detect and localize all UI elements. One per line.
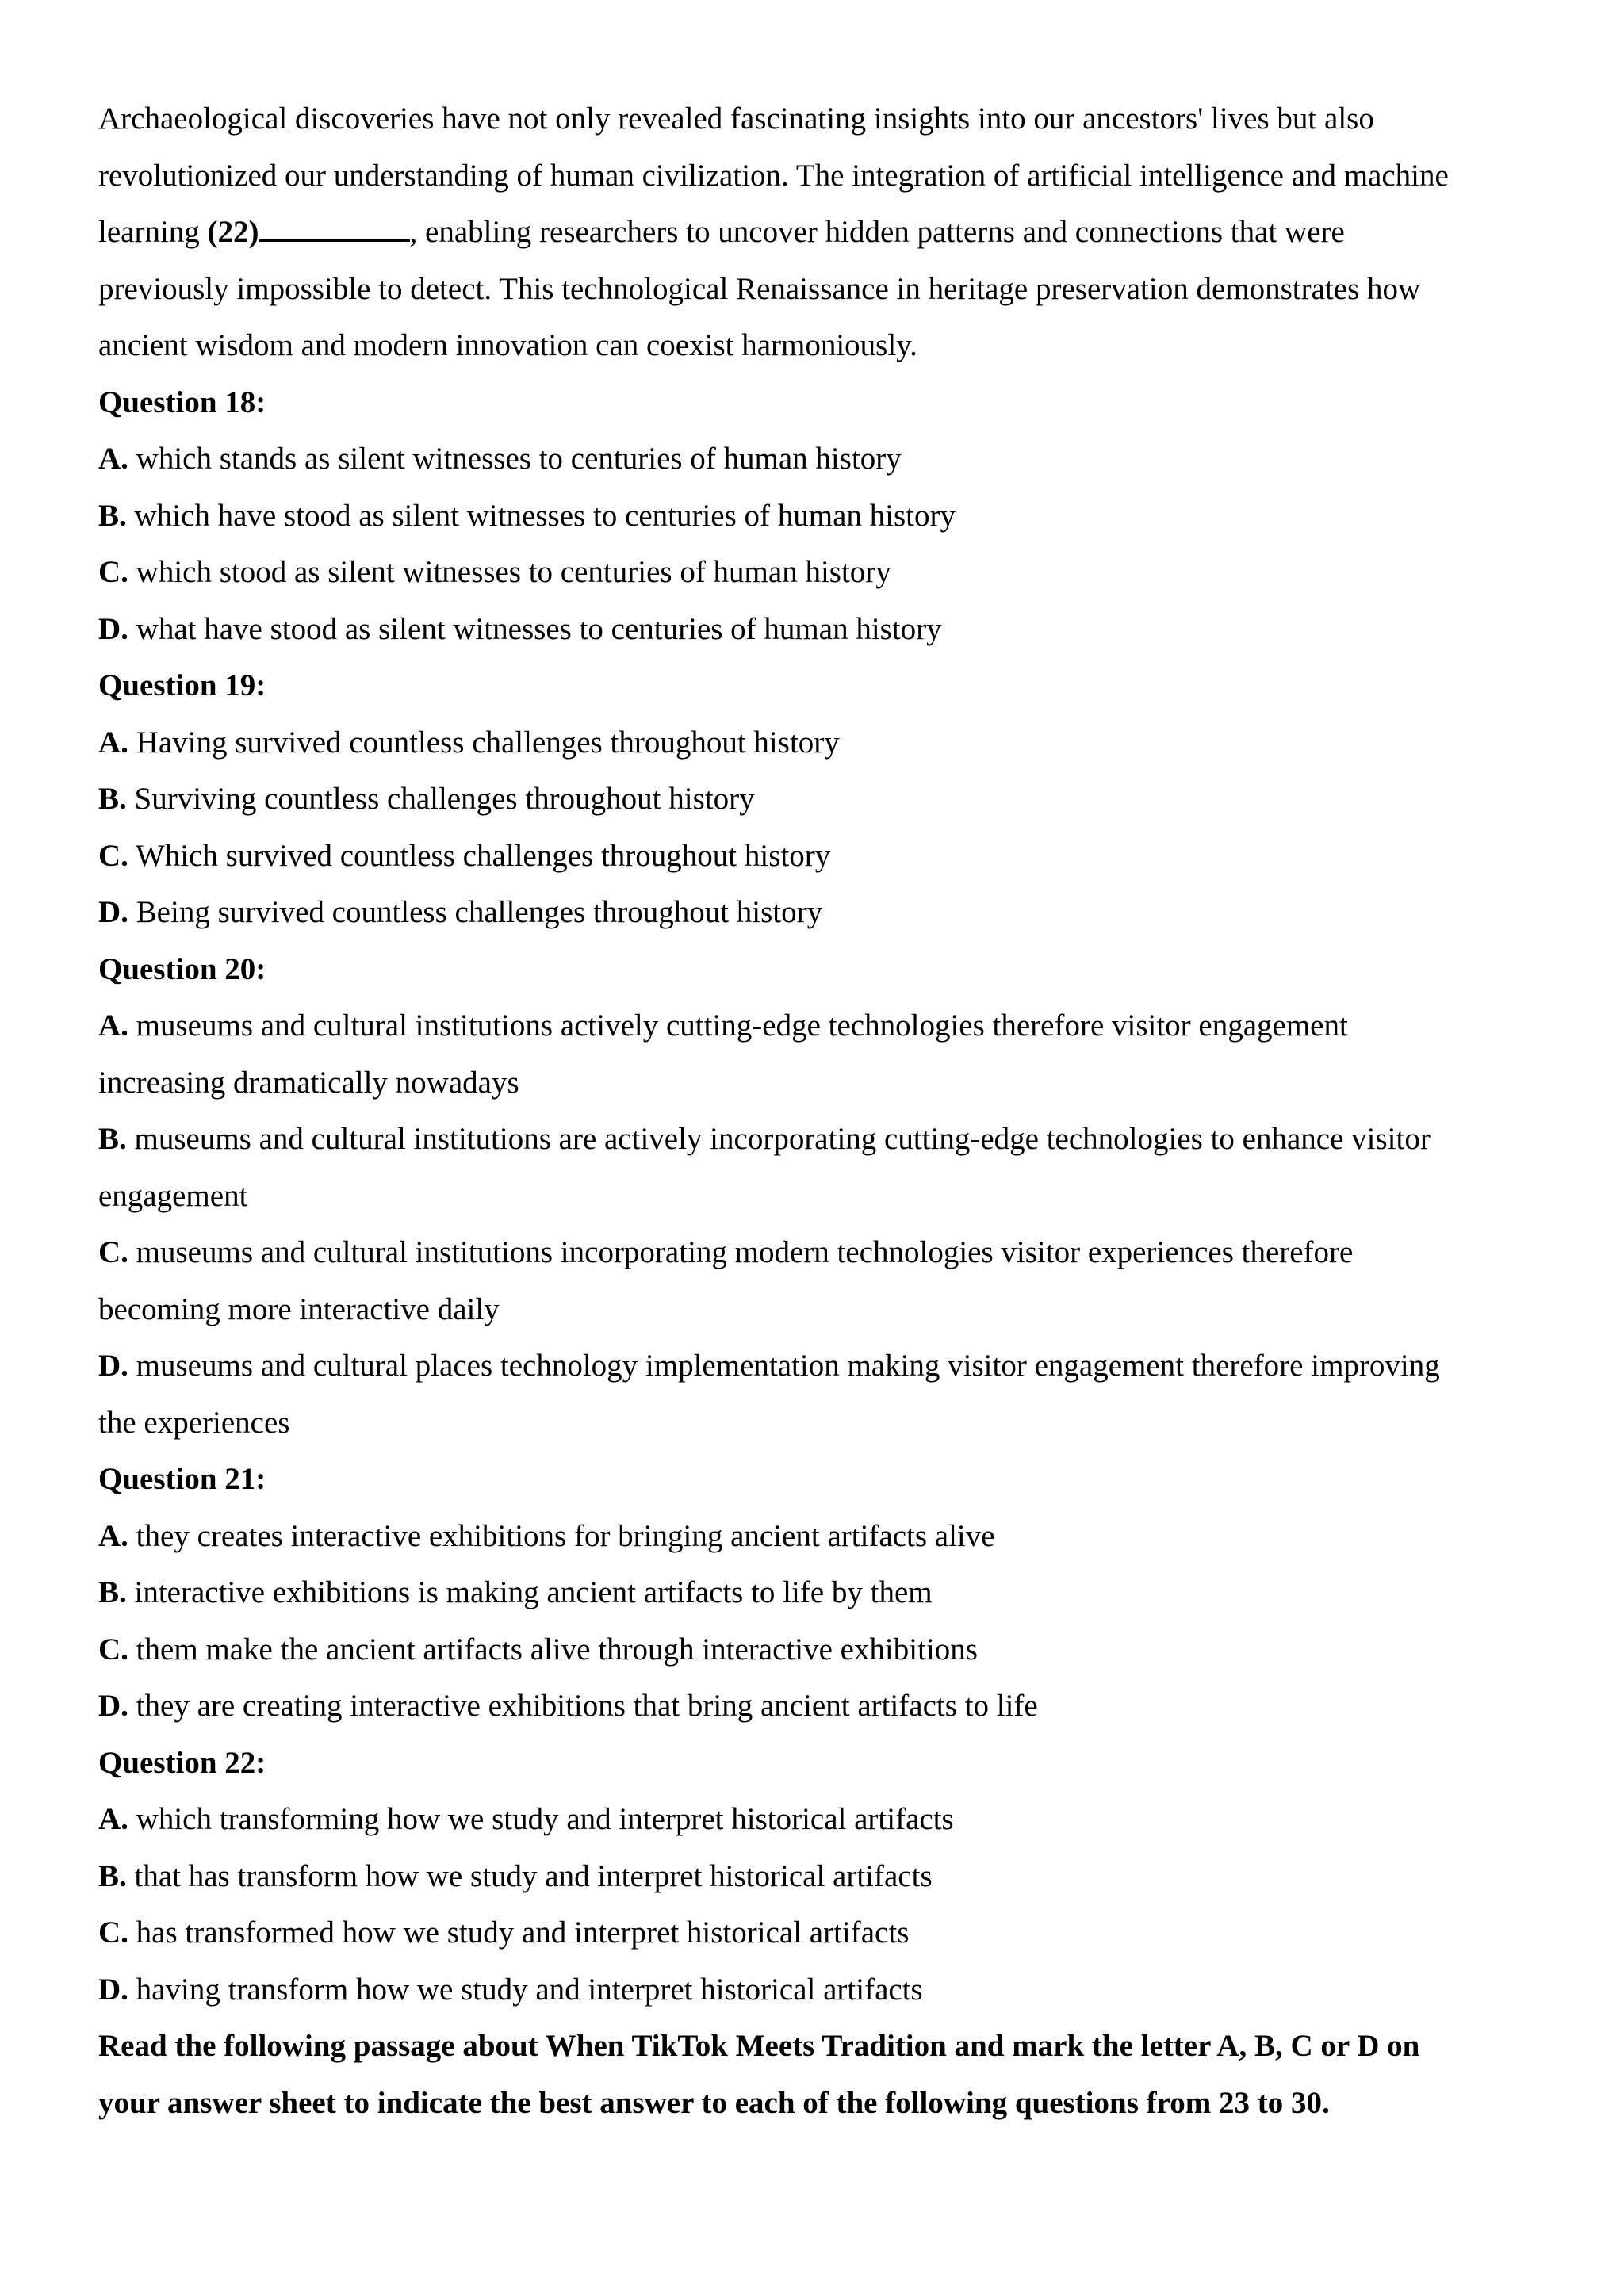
option-text: Surviving countless challenges throughout history [126,782,755,816]
option-letter: D. [98,1349,128,1383]
question-19 [98,657,1542,941]
option-continuation: increasing dramatically nowadays [98,1065,519,1100]
answer-blank [259,214,410,242]
instruction-line: Read the following passage about When TikTok Meets Tradition and mark the letter A, B, C or D on [98,2029,1420,2063]
option-text: interactive exhibitions is making ancient artifacts to life by them [126,1575,933,1609]
option-a[interactable] [98,430,1542,488]
option-letter: D. [98,611,128,646]
option-d[interactable] [98,1678,1542,1735]
option-letter: D. [98,1689,128,1723]
option-text: Being survived countless challenges throughout history [128,895,823,929]
option-letter: D. [98,895,128,929]
option-text: they are creating interactive exhibitions that bring ancient artifacts to life [128,1689,1038,1723]
option-text: museums and cultural institutions actively cutting-edge technologies therefore visitor engagement [128,1008,1348,1043]
option-letter: B. [98,1122,127,1156]
option-text: which stood as silent witnesses to centuries of human history [128,555,891,589]
option-b[interactable] [98,771,1542,828]
gap-number: (22) [207,215,259,249]
question-heading: Question 19: [98,668,266,702]
option-d[interactable] [98,1961,1542,2019]
option-line [98,1111,1542,1168]
option-text: they creates interactive exhibitions for bringing ancient artifacts alive [128,1518,995,1553]
option-d[interactable] [98,884,1542,941]
option-text: which have stood as silent witnesses to centuries of human history [126,498,956,533]
option-letter: A. [98,725,128,760]
option-c[interactable] [98,1904,1542,1961]
option-line [98,1337,1542,1395]
option-continuation: engagement [98,1178,248,1213]
passage-line: previously impossible to detect. This technological Renaissance in heritage preservation demonstrates how [98,271,1421,306]
option-letter: A. [98,1008,128,1043]
option-text: having transform how we study and interpret historical artifacts [128,1972,923,2007]
option-text: Having survived countless challenges throughout history [128,725,840,760]
option-line [98,997,1542,1054]
option-text: them make the ancient artifacts alive through interactive exhibitions [128,1632,978,1667]
passage-line: ancient wisdom and modern innovation can coexist harmoniously. [98,328,917,362]
question-heading: Question 21: [98,1462,266,1496]
instruction-line: your answer sheet to indicate the best answer to each of the following questions from 23 to 30. [98,2085,1330,2120]
question-18 [98,374,1542,658]
option-continuation: the experiences [98,1405,290,1440]
option-b[interactable] [98,488,1542,545]
option-letter: A. [98,442,128,476]
passage-line [98,204,1542,261]
option-letter: C. [98,555,128,589]
option-text: museums and cultural places technology implementation making visitor engagement therefore improving [128,1349,1440,1383]
option-c[interactable] [98,544,1542,601]
option-a[interactable] [98,1508,1542,1565]
question-heading: Question 22: [98,1745,266,1780]
option-line [98,1224,1542,1281]
option-b[interactable] [98,1564,1542,1621]
option-a[interactable] [98,714,1542,771]
option-c[interactable] [98,1224,1542,1337]
option-text: which stands as silent witnesses to centuries of human history [128,442,902,476]
option-a[interactable] [98,1791,1542,1848]
option-b[interactable] [98,1848,1542,1905]
option-letter: A. [98,1518,128,1553]
passage-line: Archaeological discoveries have not only revealed fascinating insights into our ancestors' lives but also [98,101,1374,136]
option-letter: B. [98,498,127,533]
option-letter: B. [98,782,127,816]
option-letter: C. [98,838,128,873]
document-page [98,90,1542,2131]
option-text: museums and cultural institutions incorporating modern technologies visitor experiences therefore [128,1235,1354,1269]
section-instruction [98,2018,1542,2131]
option-letter: A. [98,1802,128,1836]
option-letter: B. [98,1858,127,1893]
passage-text: , enabling researchers to uncover hidden patterns and connections that were [409,215,1345,249]
question-21 [98,1451,1542,1735]
passage-text: learning [98,215,208,249]
question-heading: Question 18: [98,385,266,419]
passage-line: revolutionized our understanding of human civilization. The integration of artificial intelligence and machine [98,158,1449,193]
option-c[interactable] [98,828,1542,885]
option-letter: C. [98,1915,128,1950]
option-c[interactable] [98,1621,1542,1678]
option-letter: C. [98,1632,128,1667]
option-letter: C. [98,1235,128,1269]
option-letter: D. [98,1972,128,2007]
option-text: that has transform how we study and interpret historical artifacts [126,1858,933,1893]
reading-passage [98,90,1542,374]
question-22 [98,1735,1542,2019]
question-heading: Question 20: [98,951,266,986]
option-a[interactable] [98,997,1542,1111]
option-d[interactable] [98,601,1542,658]
option-letter: B. [98,1575,127,1609]
option-text: what have stood as silent witnesses to centuries of human history [128,611,942,646]
option-continuation: becoming more interactive daily [98,1292,500,1326]
option-b[interactable] [98,1111,1542,1224]
option-text: museums and cultural institutions are actively incorporating cutting-edge technologies to enhance visitor [126,1122,1431,1156]
option-text: has transformed how we study and interpret historical artifacts [128,1915,910,1950]
option-text: Which survived countless challenges throughout history [128,838,831,873]
option-d[interactable] [98,1337,1542,1451]
option-text: which transforming how we study and interpret historical artifacts [128,1802,954,1836]
question-20 [98,941,1542,1452]
